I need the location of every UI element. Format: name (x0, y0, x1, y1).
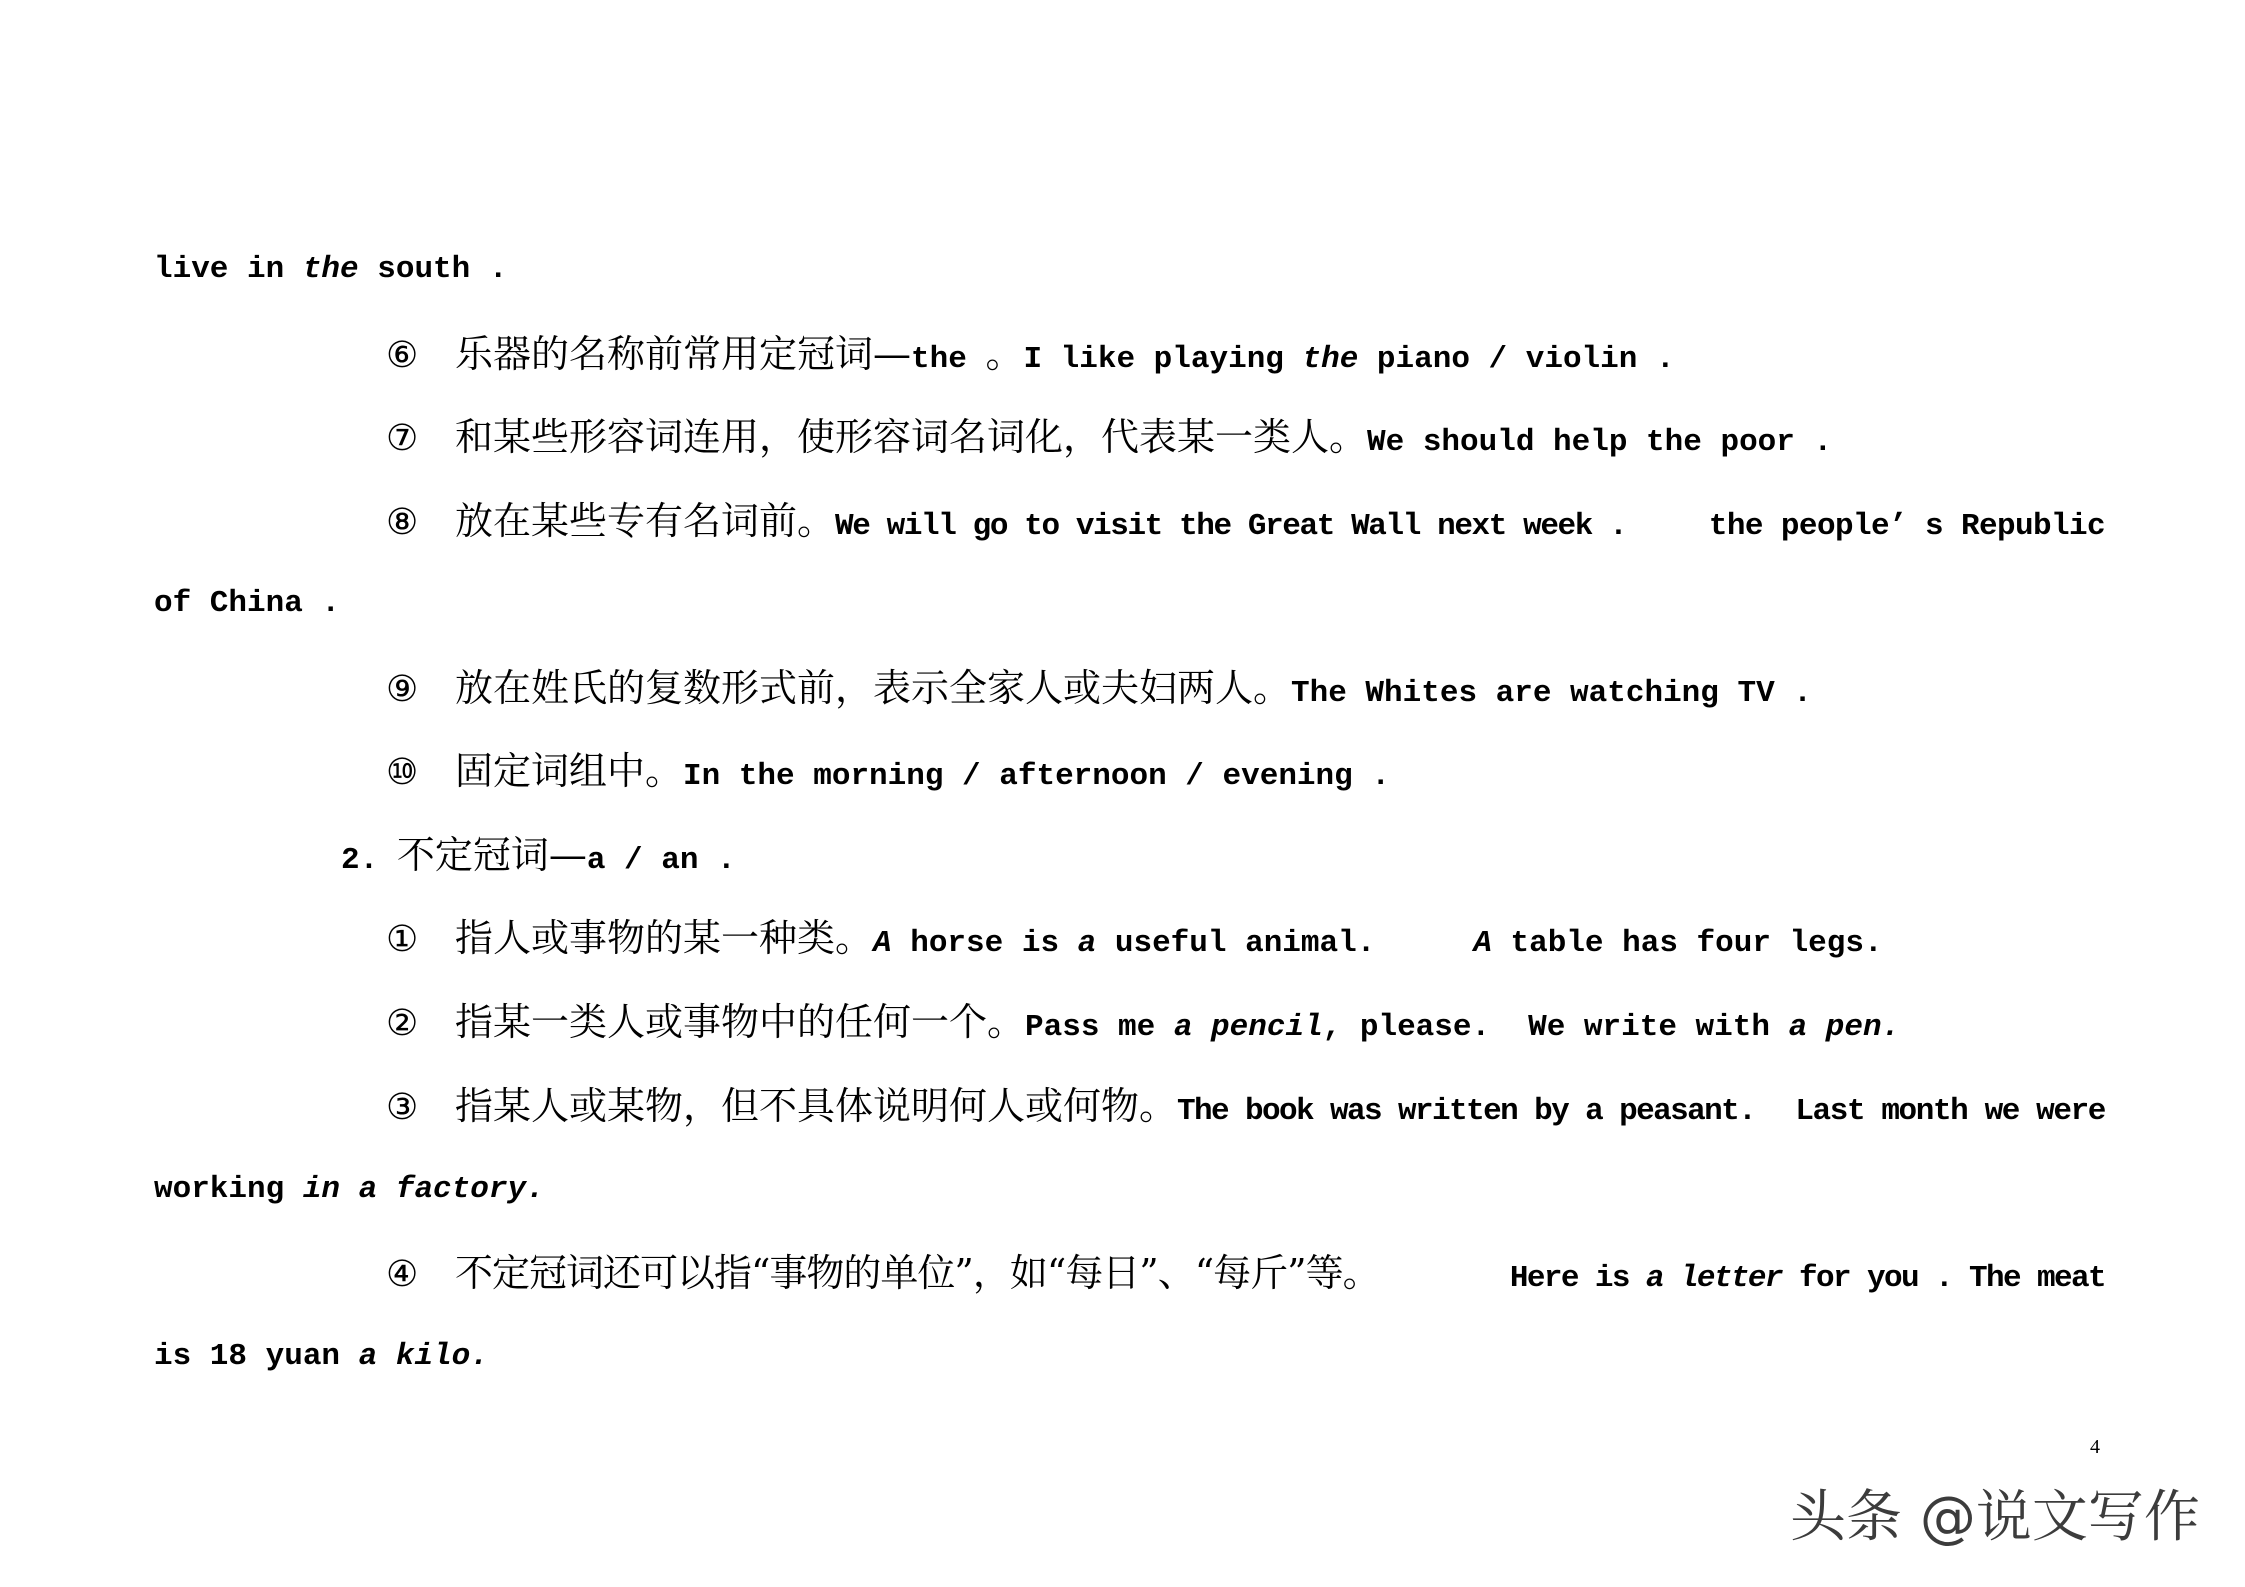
zh-text: 不定冠词还可以指“事物的单位”，如“每日”、“每斤”等。 (455, 1251, 1380, 1295)
italic-example: a (1077, 926, 1097, 961)
numbered-rule-line (386, 1251, 2105, 1295)
numbered-rule-line (386, 916, 1883, 960)
english-text: a / an . (586, 843, 736, 878)
english-text: piano / violin . (1358, 342, 1675, 377)
zh-text: 指人或事物的某一种类。 (455, 916, 874, 960)
line-left-part (386, 1251, 1380, 1304)
italic-example: A (873, 926, 892, 961)
italic-example: in a factory. (302, 1172, 545, 1207)
english-text: Here is (1509, 1261, 1646, 1296)
zh-text: 乐器的名称前常用定冠词— (455, 332, 912, 376)
english-text: for you . The meat (1781, 1261, 2105, 1296)
numbered-rule-line (386, 499, 2105, 543)
zh-text: 和某些形容词连用，使形容词名词化，代表某一类人。 (455, 415, 1368, 459)
english-text: useful animal. (1096, 926, 1376, 961)
text-line (154, 582, 340, 626)
english-text: the people’ s Republic (1708, 509, 2105, 544)
numbered-rule-line (386, 332, 1675, 376)
english-text: In the morning / afternoon / evening . (683, 759, 1390, 794)
zh-text: 放在某些专有名词前。 (455, 499, 836, 543)
italic-example: A (1473, 926, 1492, 961)
zh-text: 不定冠词— (396, 833, 587, 877)
item-marker: ② (386, 1003, 419, 1044)
item-marker: ⑥ (386, 335, 419, 376)
italic-example: the (1302, 342, 1359, 377)
section-number: 2. (341, 843, 397, 878)
english-text: is 18 yuan (154, 1339, 359, 1374)
item-marker: ③ (386, 1087, 419, 1128)
english-text: live in (154, 252, 303, 287)
zh-text: 固定词组中。 (455, 749, 684, 793)
line-right-part (1510, 1257, 2105, 1304)
numbered-rule-line (386, 1000, 1900, 1044)
item-marker: ⑦ (386, 418, 419, 459)
line-right-part (1709, 505, 2105, 552)
italic-example: a pencil (1173, 1010, 1323, 1045)
text-line (154, 1335, 489, 1379)
italic-example: a pen. (1788, 1010, 1901, 1045)
english-text: We should help the poor . (1367, 425, 1833, 460)
example-sentence (1473, 926, 1883, 961)
english-text: I like playing (1023, 342, 1303, 377)
english-text: , please. (1322, 1010, 1491, 1045)
english-text: of China . (154, 586, 341, 621)
zh-text: 指某一类人或事物中的任何一个。 (455, 1000, 1026, 1044)
item-marker: ④ (386, 1254, 419, 1295)
text-line (154, 1168, 545, 1212)
zh-text: 。 (985, 332, 1024, 376)
english-text: working (154, 1172, 303, 1207)
english-text: The Whites are watching TV . (1291, 676, 1812, 711)
english-text: The book was written by a peasant. (1177, 1094, 1756, 1129)
watermark-logo (1790, 1486, 2200, 1550)
italic-example: the (302, 252, 359, 287)
english-text: We will go to visit the Great Wall next week . (835, 509, 1627, 544)
page-number: 4 (2090, 1436, 2100, 1458)
italic-example: a kilo. (358, 1339, 489, 1374)
item-marker: ① (386, 919, 419, 960)
line-right-part (1795, 1090, 2105, 1137)
numbered-rule-line (386, 1084, 2105, 1128)
numbered-rule-line (386, 749, 1390, 793)
text-line (154, 248, 507, 292)
english-text: table has four legs. (1491, 926, 1883, 961)
zh-text: 指某人或某物，但不具体说明何人或何物。 (455, 1084, 1178, 1128)
english-text: the (911, 342, 986, 377)
item-marker: ⑧ (386, 502, 419, 543)
numbered-rule-line (386, 415, 1832, 459)
watermark-handle: @说文写作 (1919, 1485, 2200, 1550)
item-marker: ⑩ (386, 752, 419, 793)
english-text: Last month we were (1795, 1094, 2105, 1129)
line-left-part (386, 1084, 1755, 1137)
example-sentence (1528, 1010, 1901, 1045)
numbered-rule-line (386, 666, 1812, 710)
english-text: horse is (891, 926, 1078, 961)
english-text: Pass me (1025, 1010, 1174, 1045)
section-heading (341, 833, 736, 877)
english-text: We write with (1528, 1010, 1789, 1045)
line-left-part (386, 499, 1626, 552)
watermark-brand: 头条 (1790, 1485, 1902, 1550)
english-text: south . (358, 252, 508, 287)
item-marker: ⑨ (386, 669, 419, 710)
italic-example: a letter (1645, 1261, 1782, 1296)
zh-text: 放在姓氏的复数形式前，表示全家人或夫妇两人。 (455, 666, 1292, 710)
